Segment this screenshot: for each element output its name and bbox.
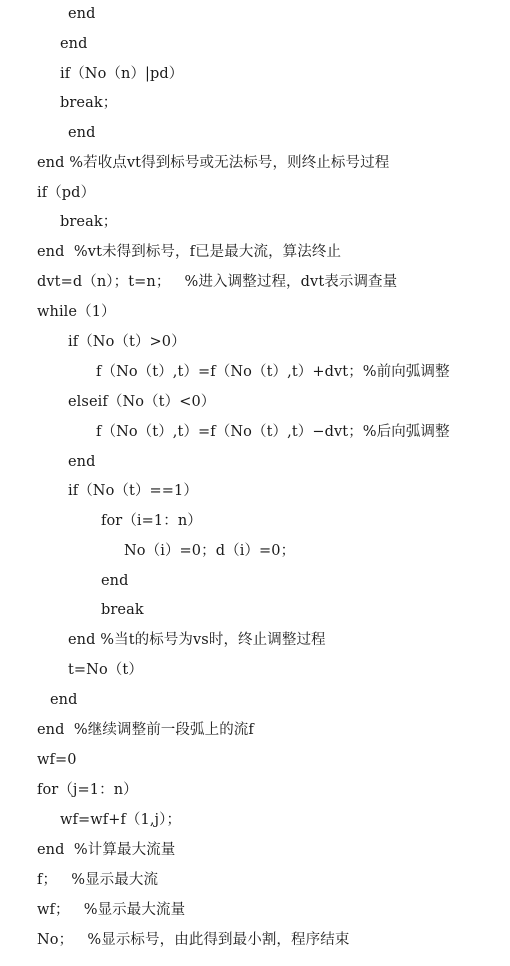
code-line: break；	[60, 95, 118, 111]
code-line: if（No（n）|pd）	[60, 66, 184, 82]
code-line: dvt=d（n）；t=n； %进入调整过程，dvt表示调查量	[37, 274, 398, 290]
code-line: wf=0	[37, 752, 77, 768]
code-line: f（No（t）,t）=f（No（t）,t）+dvt；%前向弧调整	[96, 364, 450, 380]
code-line: for（j=1：n）	[37, 782, 138, 798]
code-line: wf=wf+f（1,j）；	[60, 812, 182, 828]
code-line: end %计算最大流量	[37, 842, 176, 858]
code-line: end %vt未得到标号，f已是最大流，算法终止	[37, 244, 342, 260]
code-line: No； %显示标号，由此得到最小割，程序结束	[37, 932, 350, 948]
code-line: elseif（No（t）<0）	[68, 394, 216, 410]
code-line: if（No（t）==1）	[68, 483, 198, 499]
code-line: break	[101, 602, 144, 618]
code-line: end %继续调整前一段弧上的流f	[37, 722, 254, 738]
code-line: if（pd）	[37, 185, 96, 201]
code-line: end %当t的标号为vs时，终止调整过程	[68, 632, 326, 648]
code-line: No（i）=0；d（i）=0；	[124, 543, 296, 559]
code-line: end	[50, 692, 78, 708]
code-line: end %若收点vt得到标号或无法标号，则终止标号过程	[37, 155, 390, 171]
code-line: if（No（t）>0）	[68, 334, 186, 350]
code-line: while（1）	[37, 304, 116, 320]
code-line: end	[101, 573, 129, 589]
code-line: for（i=1：n）	[101, 513, 202, 529]
code-line: break；	[60, 214, 118, 230]
code-line: wf； %显示最大流量	[37, 902, 186, 918]
code-line: end	[68, 6, 96, 22]
code-line: end	[68, 454, 96, 470]
code-line: t=No（t）	[68, 662, 143, 678]
code-line: f； %显示最大流	[37, 872, 159, 888]
code-line: end	[68, 125, 96, 141]
code-line: f（No（t）,t）=f（No（t）,t）−dvt；%后向弧调整	[96, 424, 450, 440]
code-line: end	[60, 36, 88, 52]
